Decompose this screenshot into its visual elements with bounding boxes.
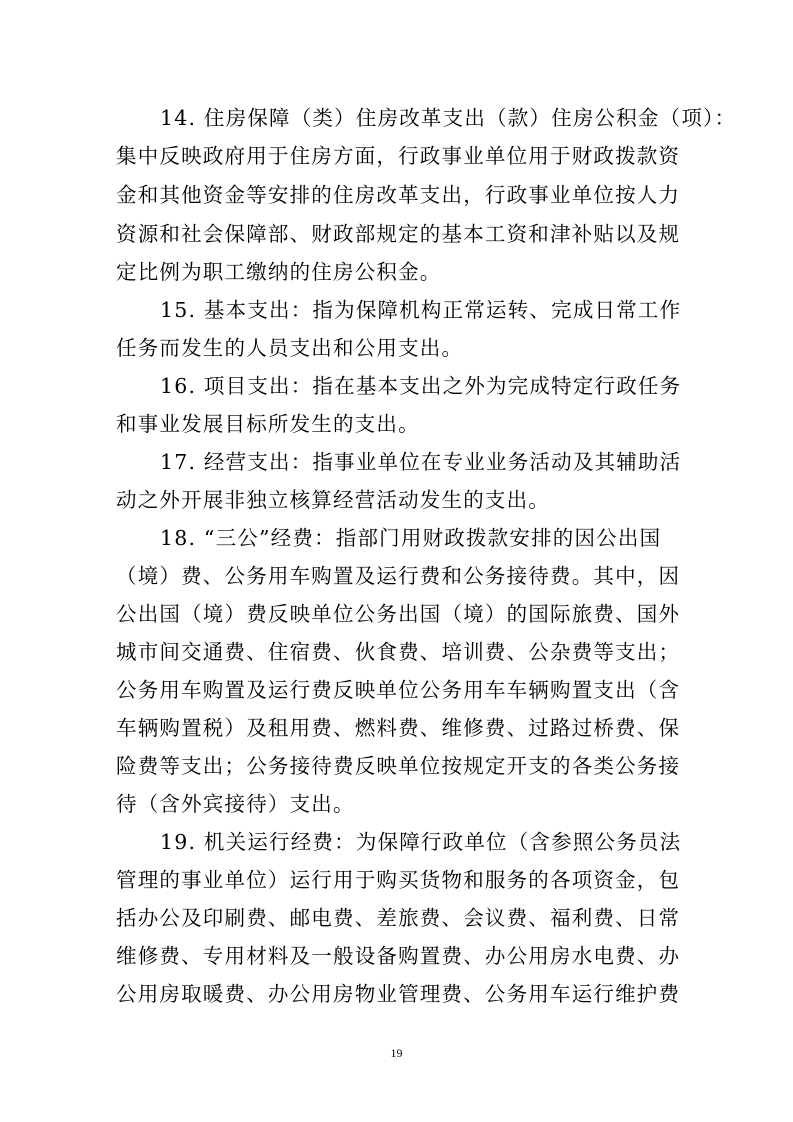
text-line: 公用房取暖费、办公用房物业管理费、公务用车运行维护费 — [116, 982, 681, 1006]
text-line: 公务用车购置及运行费反映单位公务用车车辆购置支出（含 — [116, 678, 681, 702]
text-line: 动之外开展非独立核算经营活动发生的支出。 — [116, 488, 550, 512]
item-19-heading-line: 19. 机关运行经费：为保障行政单位（含参照公务员法 — [160, 830, 682, 854]
text-line: （境）费、公务用车购置及运行费和公务接待费。其中，因 — [116, 564, 681, 588]
text-line: 车辆购置税）及租用费、燃料费、维修费、过路过桥费、保 — [116, 716, 681, 740]
item-18-heading-line: 18. “三公”经费：指部门用财政拨款安排的因公出国 — [160, 526, 662, 550]
item-14-heading-line: 14. 住房保障（类）住房改革支出（款）住房公积金（项）： — [160, 106, 737, 130]
text-line: 集中反映政府用于住房方面，行政事业单位用于财政拨款资 — [116, 144, 681, 168]
text-line: 管理的事业单位）运行用于购买货物和服务的各项资金，包 — [116, 868, 681, 892]
item-16-heading-line: 16. 项目支出：指在基本支出之外为完成特定行政任务 — [160, 374, 682, 398]
text-line: 金和其他资金等安排的住房改革支出，行政事业单位按人力 — [116, 183, 681, 207]
item-15-heading-line: 15. 基本支出：指为保障机构正常运转、完成日常工作 — [160, 298, 682, 322]
page-number: 19 — [390, 1046, 403, 1060]
text-line: 城市间交通费、住宿费、伙食费、培训费、公杂费等支出； — [116, 640, 681, 664]
text-line: 维修费、专用材料及一般设备购置费、办公用房水电费、办 — [116, 944, 681, 968]
text-line: 和事业发展目标所发生的支出。 — [116, 412, 420, 436]
item-17-heading-line: 17. 经营支出：指事业单位在专业业务活动及其辅助活 — [160, 450, 682, 474]
text-line: 待（含外宾接待）支出。 — [116, 792, 355, 816]
text-line: 括办公及印刷费、邮电费、差旅费、会议费、福利费、日常 — [116, 906, 681, 930]
text-line: 资源和社会保障部、财政部规定的基本工资和津补贴以及规 — [116, 222, 681, 246]
text-line: 公出国（境）费反映单位公务出国（境）的国际旅费、国外 — [116, 602, 681, 626]
text-line: 定比例为职工缴纳的住房公积金。 — [116, 260, 442, 284]
text-line: 险费等支出；公务接待费反映单位按规定开支的各类公务接 — [116, 754, 681, 778]
text-line: 任务而发生的人员支出和公用支出。 — [116, 336, 464, 360]
